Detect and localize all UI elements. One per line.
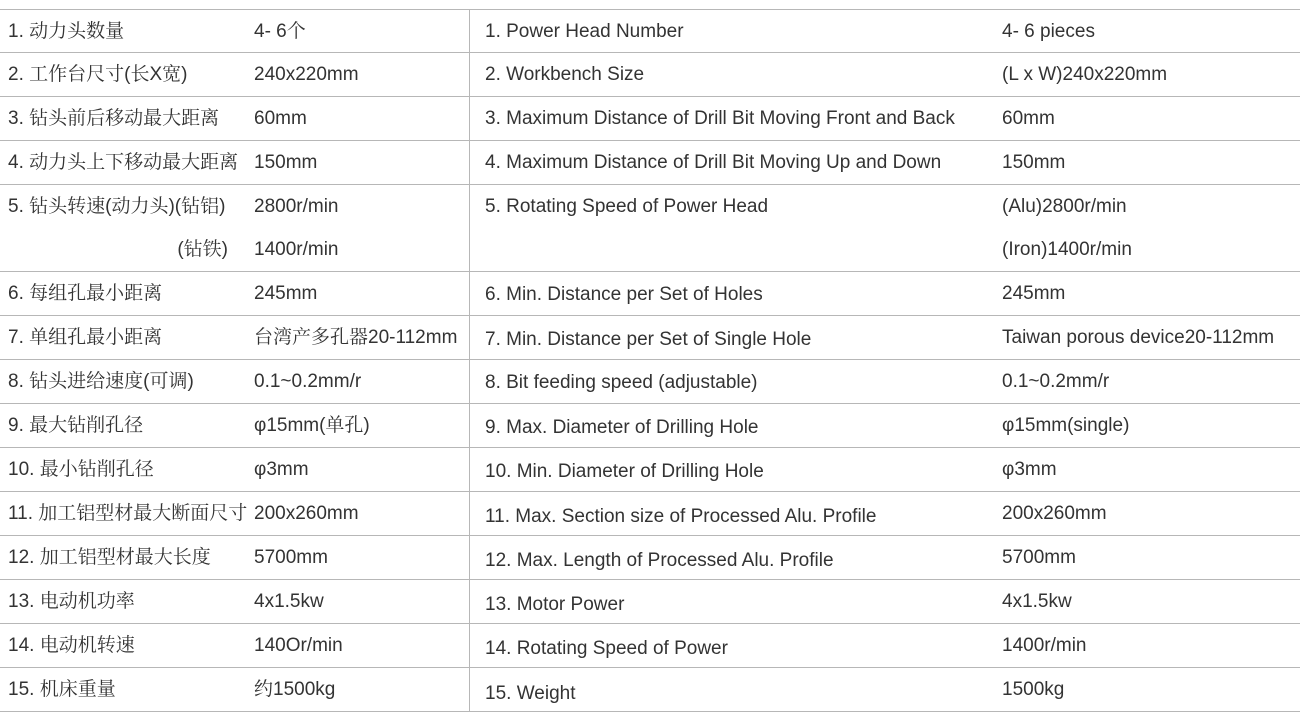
table-row — [470, 536, 1300, 580]
spec-value: φ15mm(单孔) — [254, 415, 370, 436]
table-row — [0, 492, 469, 536]
table-row — [0, 536, 469, 580]
table-row — [0, 668, 469, 712]
table-row — [0, 624, 469, 668]
spec-value: 4x1.5kw — [254, 591, 324, 612]
spec-label: 8. Bit feeding speed (adjustable) — [485, 372, 758, 393]
spec-value: 245mm — [254, 283, 318, 304]
spec-value: 200x260mm — [254, 503, 359, 524]
table-row — [470, 624, 1300, 668]
spec-value: 60mm — [254, 108, 307, 129]
spec-label: 2. Workbench Size — [485, 64, 645, 85]
table-row — [470, 272, 1300, 316]
table-row — [0, 272, 469, 316]
spec-label: 8. 钻头进给速度(可调) — [8, 371, 194, 392]
spec-label: 13. 电动机功率 — [8, 591, 135, 612]
spec-value: 245mm — [1002, 283, 1066, 304]
spec-value: 150mm — [1002, 152, 1066, 173]
spec-value: φ15mm(single) — [1002, 415, 1130, 436]
spec-label: 1. 动力头数量 — [8, 21, 125, 42]
spec-label: 11. 加工铝型材最大断面尺寸 — [8, 503, 248, 524]
spec-label: 10. Min. Diameter of Drilling Hole — [485, 461, 764, 482]
spec-value: 1400r/min — [1002, 635, 1087, 656]
spec-value: 5700mm — [254, 547, 328, 568]
spec-value: 60mm — [1002, 108, 1055, 129]
spec-label: 5. 钻头转速(动力头)(钻铝) — [8, 196, 226, 217]
chinese-spec-table — [0, 9, 469, 712]
spec-label: 6. 每组孔最小距离 — [8, 283, 163, 304]
spec-value: φ3mm — [254, 459, 309, 480]
spec-label: 14. 电动机转速 — [8, 635, 135, 656]
spec-label: 15. 机床重量 — [8, 679, 116, 700]
spec-label: 15. Weight — [485, 683, 576, 704]
table-row — [470, 9, 1300, 53]
spec-subvalue: (Iron)1400r/min — [1002, 239, 1132, 260]
spec-label: 13. Motor Power — [485, 594, 625, 615]
table-row — [0, 448, 469, 492]
english-spec-table — [469, 9, 1300, 712]
table-row — [0, 360, 469, 404]
spec-label: 9. Max. Diameter of Drilling Hole — [485, 417, 759, 438]
spec-value: (L x W)240x220mm — [1002, 64, 1168, 85]
table-row — [0, 580, 469, 624]
spec-label: 1. Power Head Number — [485, 21, 684, 42]
table-row — [0, 141, 469, 185]
spec-label: 2. 工作台尺寸(长X宽) — [8, 64, 188, 85]
spec-value: 约1500kg — [254, 679, 336, 700]
spec-value: 4x1.5kw — [1002, 591, 1072, 612]
table-row — [0, 185, 469, 272]
spec-value: φ3mm — [1002, 459, 1057, 480]
spec-label: 11. Max. Section size of Processed Alu. Profile — [485, 506, 877, 527]
spec-subvalue: 1400r/min — [254, 239, 339, 260]
table-row — [470, 360, 1300, 404]
spec-value: 0.1~0.2mm/r — [1002, 371, 1110, 392]
spec-label: 7. 单组孔最小距离 — [8, 327, 163, 348]
spec-value: 150mm — [254, 152, 318, 173]
spec-label: 5. Rotating Speed of Power Head — [485, 196, 769, 217]
spec-value: 140Or/min — [254, 635, 343, 656]
spec-value: 2800r/min — [254, 196, 339, 217]
spec-label: 14. Rotating Speed of Power — [485, 638, 728, 659]
spec-value: 0.1~0.2mm/r — [254, 371, 362, 392]
table-row — [0, 404, 469, 448]
table-row — [470, 185, 1300, 272]
spec-label: 10. 最小钻削孔径 — [8, 459, 154, 480]
table-row — [470, 316, 1300, 360]
table-row — [0, 316, 469, 360]
spec-label: 3. Maximum Distance of Drill Bit Moving Front and Back — [485, 108, 955, 129]
spec-value: 240x220mm — [254, 64, 359, 85]
spec-label: 9. 最大钻削孔径 — [8, 415, 144, 436]
spec-value: 台湾产多孔器20-112mm — [254, 327, 458, 348]
spec-label: 12. Max. Length of Processed Alu. Profile — [485, 550, 834, 571]
spec-label: 6. Min. Distance per Set of Holes — [485, 284, 763, 305]
spec-label: 3. 钻头前后移动最大距离 — [8, 108, 220, 129]
table-row — [0, 53, 469, 97]
table-row — [0, 97, 469, 141]
spec-value: 4- 6 pieces — [1002, 21, 1095, 42]
table-row — [470, 448, 1300, 492]
spec-value: 4- 6个 — [254, 21, 306, 42]
spec-value: 1500kg — [1002, 679, 1065, 700]
table-row — [470, 53, 1300, 97]
table-row — [470, 404, 1300, 448]
spec-value: (Alu)2800r/min — [1002, 196, 1127, 217]
table-row — [0, 9, 469, 53]
table-row — [470, 668, 1300, 712]
spec-value: Taiwan porous device20-112mm — [1002, 327, 1275, 348]
spec-label: 4. 动力头上下移动最大距离 — [8, 152, 239, 173]
table-row — [470, 492, 1300, 536]
spec-value: 5700mm — [1002, 547, 1076, 568]
spec-label: 12. 加工铝型材最大长度 — [8, 547, 211, 568]
table-row — [470, 580, 1300, 624]
spec-label: 7. Min. Distance per Set of Single Hole — [485, 329, 812, 350]
spec-label: 4. Maximum Distance of Drill Bit Moving Up and Down — [485, 152, 942, 173]
spec-sublabel: (钻铁) — [177, 239, 228, 260]
spec-value: 200x260mm — [1002, 503, 1107, 524]
table-row — [470, 97, 1300, 141]
table-row — [470, 141, 1300, 185]
